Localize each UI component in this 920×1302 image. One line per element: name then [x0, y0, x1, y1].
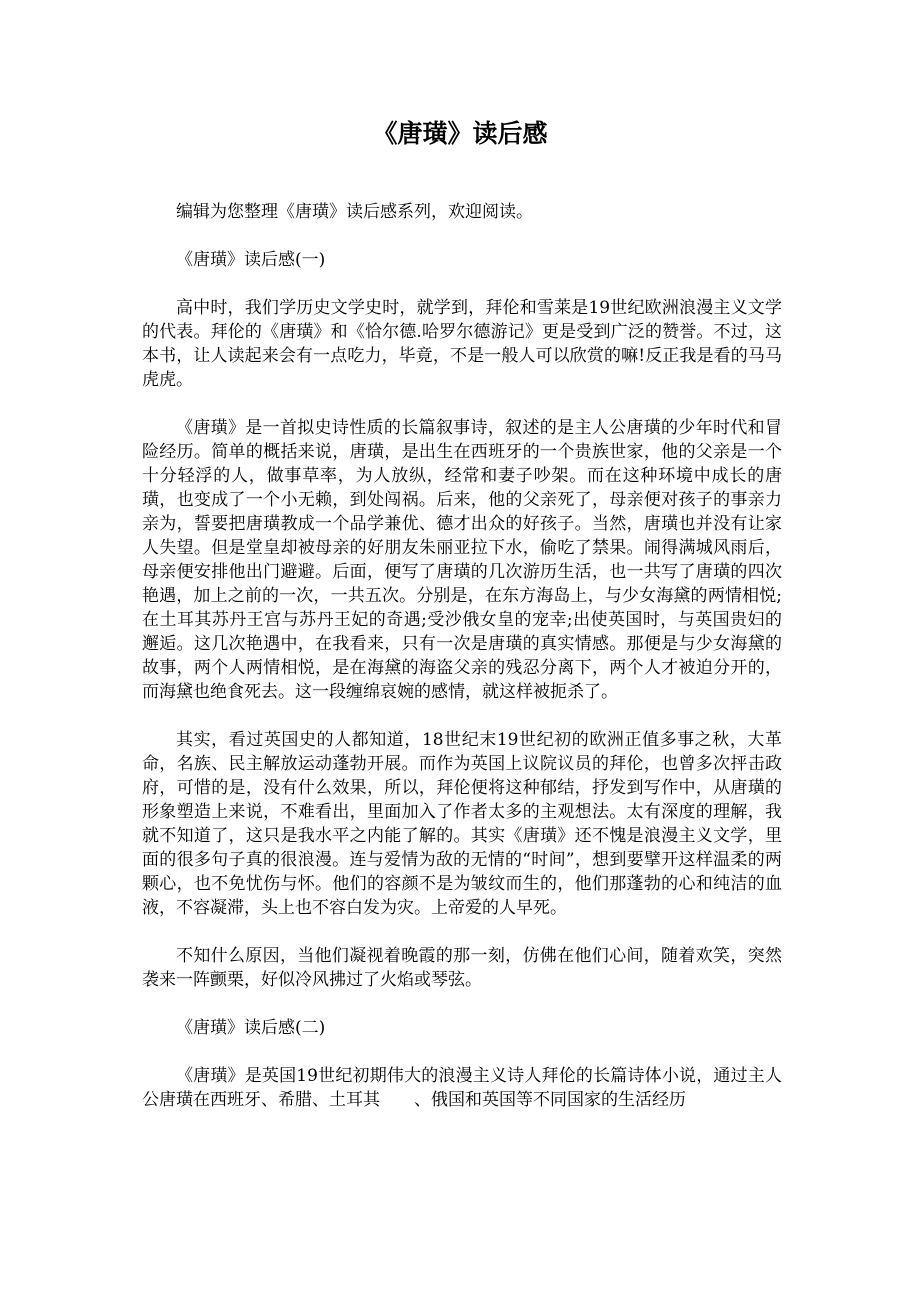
intro-paragraph: 编辑为您整理《唐璜》读后感系列，欢迎阅读。: [176, 202, 533, 222]
section-heading-one: 《唐璜》读后感(一): [176, 250, 326, 270]
section-heading-two: 《唐璜》读后感(二): [176, 1018, 326, 1038]
body-paragraph: 《唐璜》是一首拟史诗性质的长篇叙事诗，叙述的是主人公唐璜的少年时代和冒险经历。简单的概括来说，唐璜，是出生在西班牙的一个贵族世家，他的父亲是一个十分轻浮的人，做事草率，为人放纵，经常和妻子吵架。而在这种环境中成长的唐璜，也变成了一个小无赖，到处闯祸。后来，他的父亲死了，母亲便对孩子的事亲力亲为，誓要把唐璜教成一个品学兼优、德才出众的好孩子。当然，唐璜也并没有让家人失望。但是堂皇却被母亲的好朋友朱丽亚拉下水，偷吃了禁果。闹得满城风雨后，母亲便安排他出门避避。后面，便写了唐璜的几次游历生活，也一共写了唐璜的四次艳遇，加上之前的一次，一共五次。分别是，在东方海岛上，与少女海黛的两情相悦;在土耳其苏丹王宫与苏丹王妃的奇遇;受沙俄女皇的宠幸;出使英国时，与英国贵妇的邂逅。这几次艳遇中，在我看来，只有一次是唐璜的真实情感。那便是与少女海黛的故事，两个人两情相悦，是在海黛的海盗父亲的残忍分离下，两个人才被迫分开的，而海黛也绝食死去。这一段缠绵哀婉的感情，就这样被扼杀了。: [142, 418, 782, 702]
body-paragraph: 《唐璜》是英国19世纪初期伟大的浪漫主义诗人拜伦的长篇诗体小说，通过主人公唐璜在西班牙、希腊、土耳其 、俄国和英国等不同国家的生活经历: [142, 1066, 782, 1110]
document-title: 《唐璜》读后感: [372, 119, 548, 148]
document-body: [142, 200, 782, 1112]
body-paragraph: 高中时，我们学历史文学史时，就学到，拜伦和雪莱是19世纪欧洲浪漫主义文学的代表。拜伦的《唐璜》和《恰尔德.哈罗尔德游记》更是受到广泛的赞誉。不过，这本书，让人读起来会有一点吃力，毕竟，不是一般人可以欣赏的嘛!反正我是看的马马虎虎。: [142, 298, 782, 390]
body-paragraph: 不知什么原因，当他们凝视着晚霞的那一刻，仿佛在他们心间，随着欢笑，突然袭来一阵颤栗，好似冷风拂过了火焰或琴弦。: [142, 946, 782, 990]
body-paragraph: 其实，看过英国史的人都知道，18世纪末19世纪初的欧洲正值多事之秋，大革命，名族、民主解放运动蓬勃开展。而作为英国上议院议员的拜伦，也曾多次抨击政府，可惜的是，没有什么效果，所以，拜伦便将这种郁结，抒发到写作中，从唐璜的形象塑造上来说，不难看出，里面加入了作者太多的主观想法。太有深度的理解，我就不知道了，这只是我水平之内能了解的。其实《唐璜》还不愧是浪漫主义文学，里面的很多句子真的很浪漫。连与爱情为敌的无情的“时间”，想到要擘开这样温柔的两颗心，也不免忧伤与怀。他们的容颜不是为皱纹而生的，他们那蓬勃的心和纯洁的血液，不容凝滞，头上也不容白发为灾。上帝爱的人早死。: [142, 730, 782, 918]
